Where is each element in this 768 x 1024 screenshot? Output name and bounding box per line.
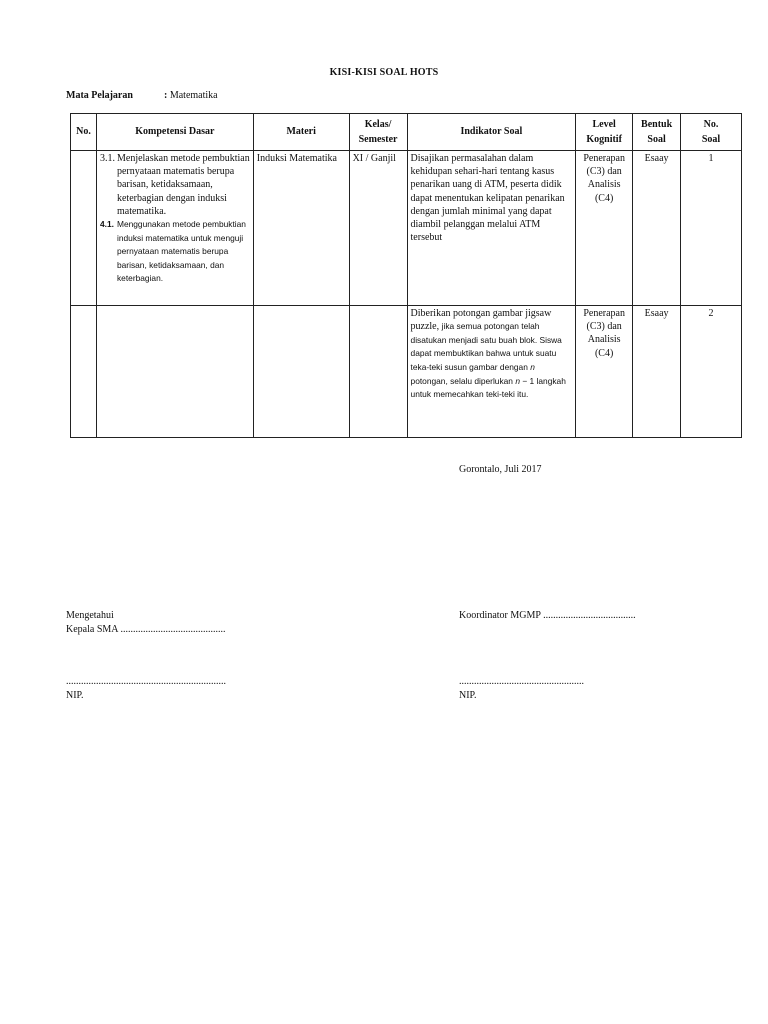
header-bentuk-soal: [633, 114, 681, 151]
row1-no-soal: 1: [681, 151, 742, 306]
header-bentuk-line2: Soal: [647, 134, 666, 145]
header-nosoal-line2: Soal: [701, 134, 721, 145]
kd-item-3-1: [100, 152, 250, 218]
header-no: No.: [71, 114, 97, 151]
header-kelas-semester: [349, 114, 407, 151]
signature-block-left: [66, 609, 225, 636]
place-date: Gorontalo, Juli 2017: [459, 464, 542, 475]
level-line: (C3) dan: [586, 166, 622, 178]
row2-kelas-semester: [349, 306, 407, 438]
header-bentuk-line1: Bentuk: [641, 118, 673, 130]
kd-text: Menggunakan metode pembuktian induksi matematika untuk menguji pernyataan matematis berupa barisan, ketidaksamaan, dan keterbagian.: [116, 218, 246, 284]
indikator-lead: Diberikan potongan gambar jigsaw puzzle,: [410, 308, 552, 333]
header-no-soal: [681, 114, 742, 151]
signature-line-right: [459, 675, 584, 702]
indikator-text: [411, 321, 566, 399]
table-header-row: [71, 114, 742, 151]
nip-label: NIP.: [66, 689, 84, 701]
kd-text: Menjelaskan metode pembuktian pernyataan matematis berupa barisan, ketidaksamaan, keterbagian dengan induksi matematika.: [116, 153, 250, 217]
header-nosoal-line1: No.: [703, 118, 719, 130]
level-line: Analisis: [587, 179, 621, 191]
document-title: KISI-KISI SOAL HOTS: [329, 67, 439, 78]
header-kelas-line2: Semester: [358, 134, 398, 145]
indikator-part: − 1 langkah untuk memecahkan teki-teki itu.: [410, 375, 566, 400]
row2-kompetensi-dasar: [96, 306, 253, 438]
kd-item-4-1: [100, 218, 250, 286]
header-level-kognitif: [576, 114, 633, 151]
row1-level-kognitif: [576, 151, 633, 306]
header-materi: Materi: [253, 114, 349, 151]
signature-block-right: [459, 609, 636, 623]
table-row: [71, 151, 742, 306]
principal-label: Kepala SMA ..........................................: [66, 623, 226, 635]
kd-number: 3.1.: [99, 153, 115, 164]
row2-no-soal: 2: [681, 306, 742, 438]
row2-no: [71, 306, 97, 438]
header-kompetensi-dasar: Kompetensi Dasar: [96, 114, 253, 151]
row1-materi: Induksi Matematika: [253, 151, 349, 306]
header-kelas-line1: Kelas/: [364, 118, 392, 130]
kd-number: 4.1.: [99, 218, 114, 229]
signature-line-left: [66, 675, 226, 702]
row2-level-kognitif: [576, 306, 633, 438]
level-line: (C3) dan: [586, 321, 622, 333]
subject-line: [66, 90, 218, 101]
row1-kompetensi-dasar: [96, 151, 253, 306]
variable-n: n: [530, 362, 535, 373]
subject-value: Matematika: [169, 90, 218, 101]
subject-label: Mata Pelajaran: [66, 90, 133, 101]
level-line: Penerapan: [583, 153, 625, 164]
row1-no: [71, 151, 97, 306]
row2-materi: [253, 306, 349, 438]
coordinator-label: Koordinator MGMP .....................................: [459, 610, 636, 621]
nip-label: NIP.: [459, 689, 477, 701]
signature-dots: ................................................................: [66, 676, 226, 687]
row1-bentuk-soal: Esaay: [633, 151, 681, 306]
level-line: (C4): [594, 192, 614, 204]
level-line: Penerapan: [583, 308, 625, 319]
row2-indikator: [407, 306, 576, 438]
indikator-part: potongan, selalu diperlukan: [410, 375, 513, 386]
acknowledged-label: Mengetahui: [66, 610, 114, 621]
signature-dots: ..................................................: [459, 676, 584, 687]
variable-n: n: [515, 375, 520, 386]
row2-bentuk-soal: Esaay: [633, 306, 681, 438]
header-level-line2: Kognitif: [586, 134, 622, 145]
row1-indikator: Disajikan permasalahan dalam kehidupan sehari-hari tentang kasus penarikan uang di ATM, peserta didik dapat menentukan kelipatan penarikan dengan jumlah minimal yang dapat diambil pelanggan melalui ATM tersebut: [407, 151, 576, 306]
indikator-part: jika semua potongan telah disatukan menjadi satu buah blok. Siswa dapat membuktikan bahwa untuk suatu teka-teki susun gambar dengan: [410, 321, 562, 373]
level-line: (C4): [594, 347, 614, 359]
row1-kelas-semester: XI / Ganjil: [349, 151, 407, 306]
subject-colon: :: [164, 90, 168, 101]
kisi-kisi-table: [70, 113, 742, 438]
level-line: Analisis: [587, 334, 621, 346]
header-level-line1: Level: [592, 118, 616, 130]
table-row: [71, 306, 742, 438]
header-indikator-soal: Indikator Soal: [407, 114, 576, 151]
